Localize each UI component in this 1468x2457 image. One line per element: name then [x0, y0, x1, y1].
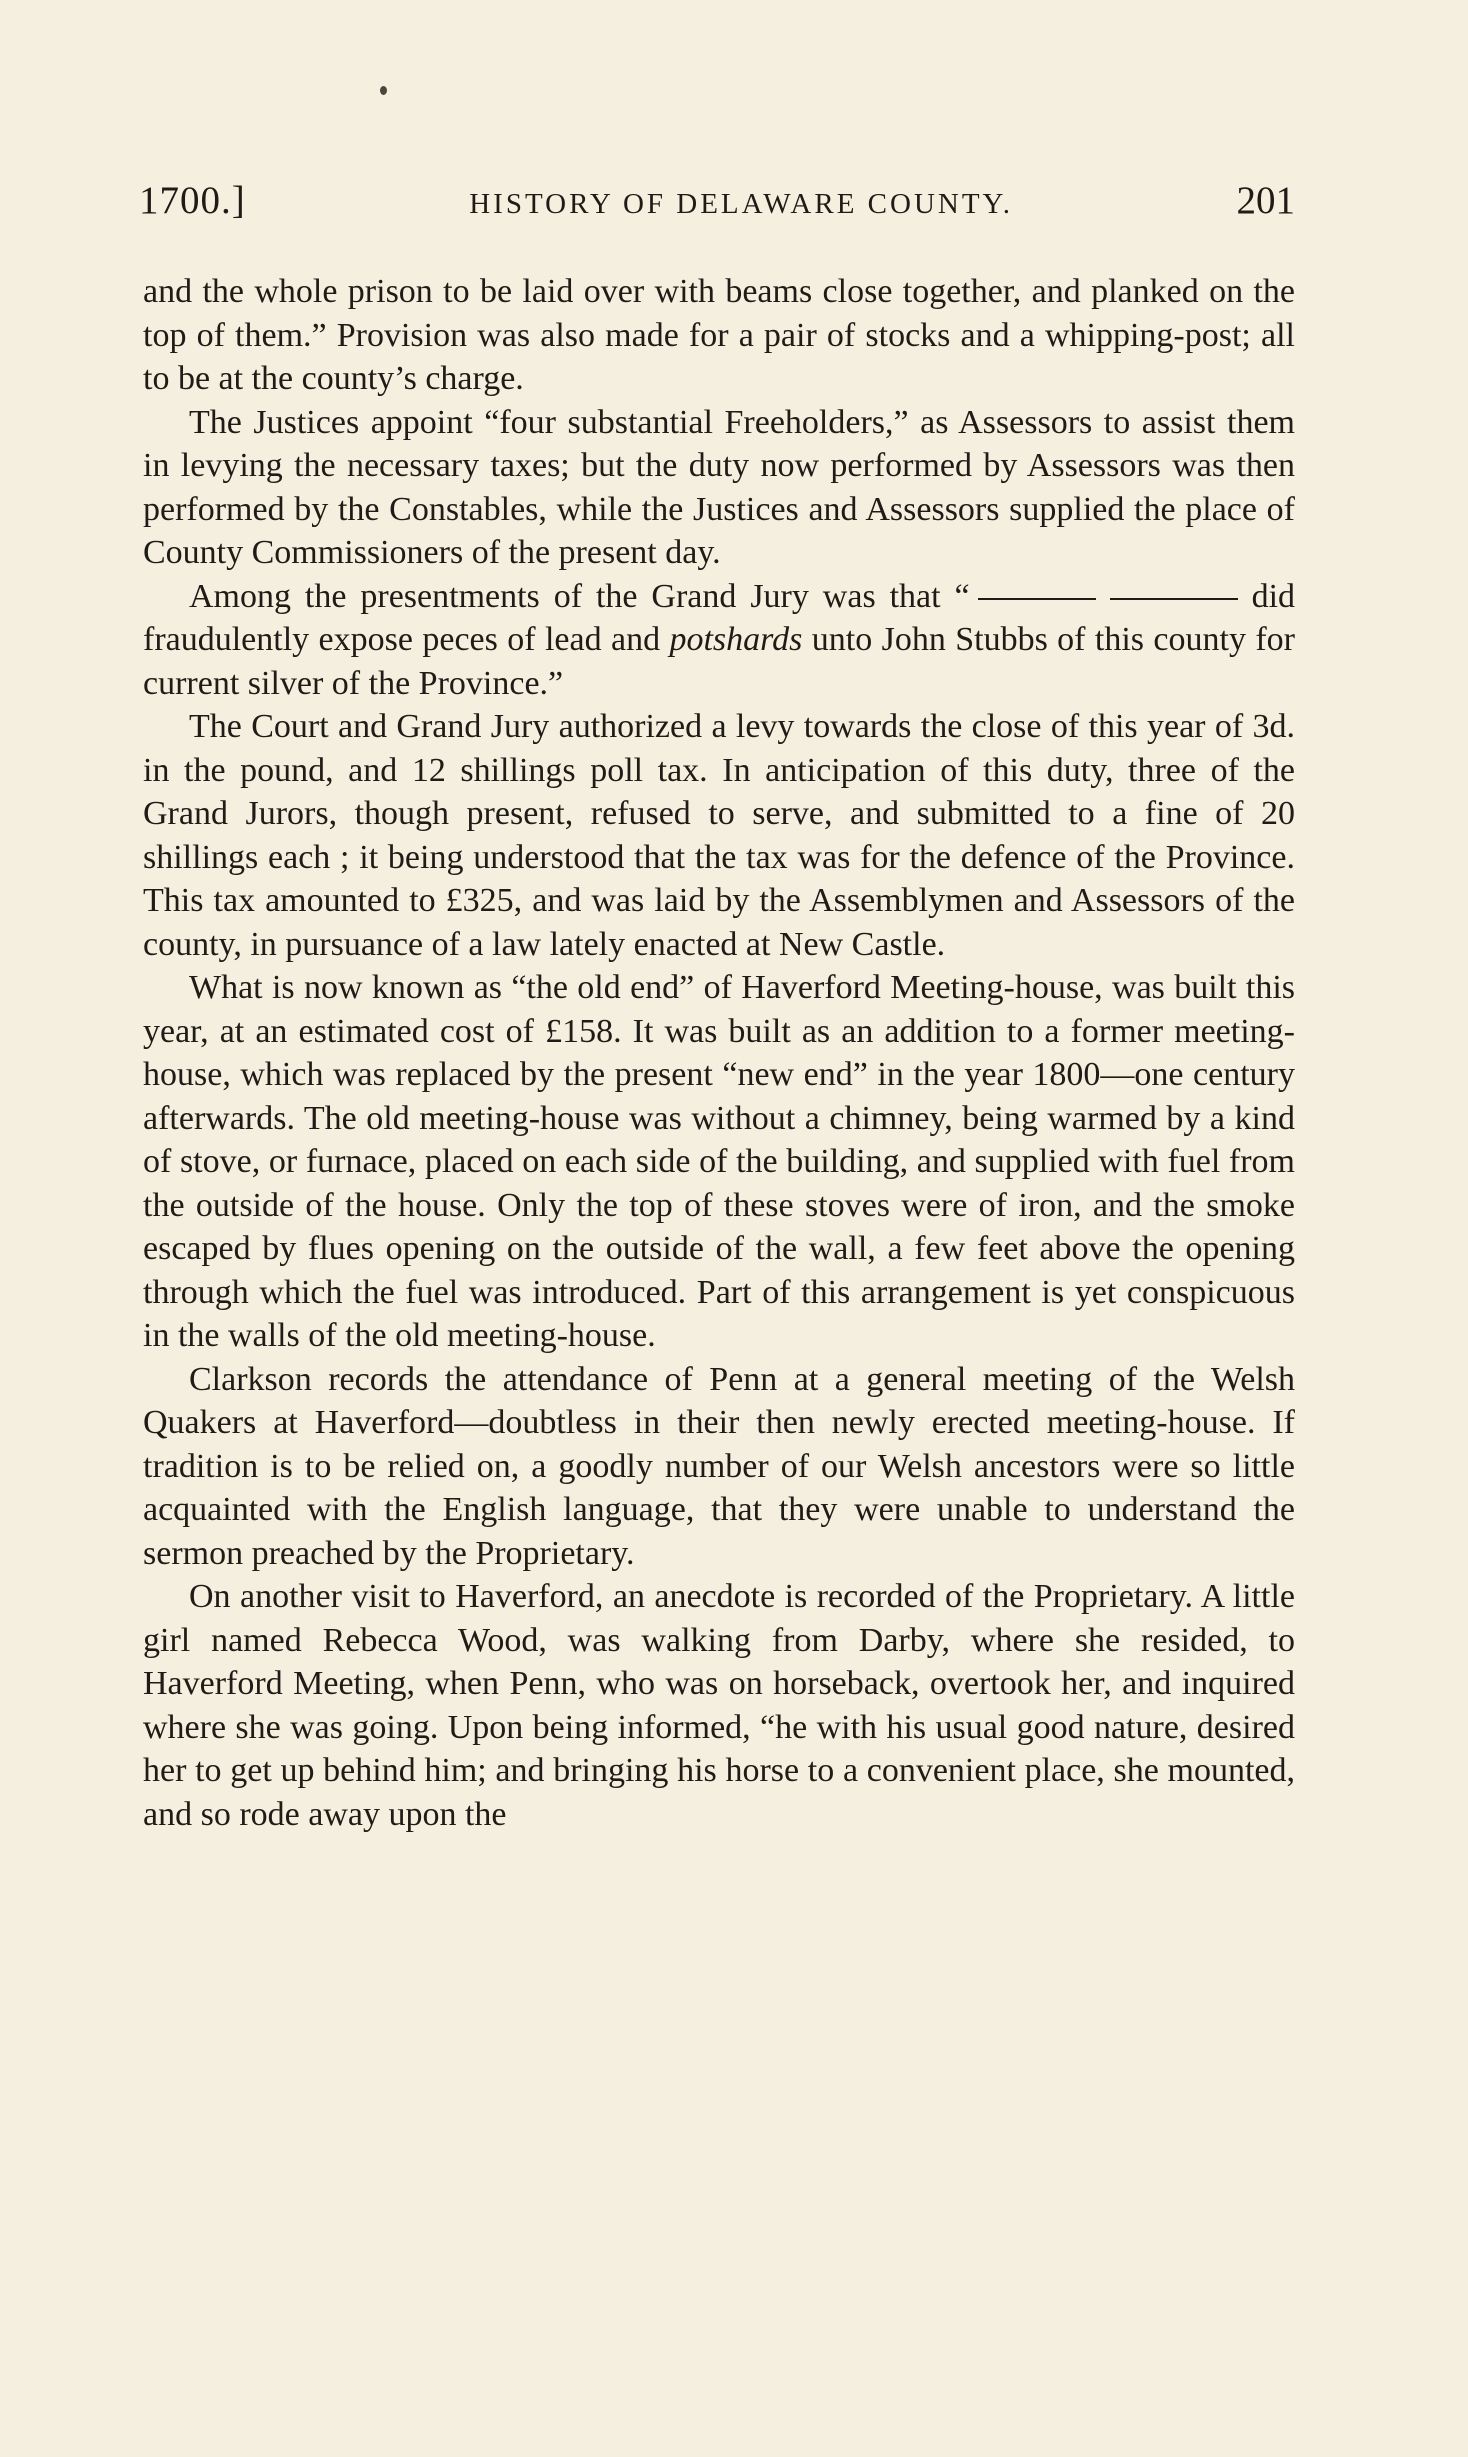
- presentments-intro: Among the presentments of the Grand Jury was that “: [189, 577, 970, 615]
- presentments-charge: did fraudulently expose peces of lead and: [143, 577, 1296, 658]
- running-head-title: HISTORY OF DELAWARE COUNTY.: [469, 188, 1014, 220]
- page-number: 201: [1236, 179, 1295, 222]
- running-head-year: 1700.]: [139, 179, 246, 222]
- presentments-victim: unto John Stubbs of this county for current silver of the Province.”: [143, 621, 1295, 702]
- redacted-name-dash: [978, 598, 1096, 600]
- potshards-italic: potshards: [669, 621, 803, 658]
- paragraph-clarkson: Clarkson records the attendance of Penn at a general meeting of the Welsh Quakers at Haverford—doubtless in their then newly erected meeting-house. If tradition is to be relied on, a goodly number of our Welsh ancestors were so little acquainted with the English language, that they were unable to understand the sermon preached by the Proprietary.: [143, 1360, 1295, 1572]
- paragraph-prison: and the whole prison to be laid over with beams close together, and planked on the top of them.” Provision was also made for a pair of stocks and a whipping-post; all to be at the county’s charge.: [143, 273, 1295, 397]
- running-head: [139, 178, 1295, 234]
- paragraph-anecdote: On another visit to Haverford, an anecdote is recorded of the Proprietary. A little girl named Rebecca Wood, was walking from Darby, where she resided, to Haverford Meeting, when Penn, who was on horseback, overtook her, and inquired where she was going. Upon being informed, “he with his usual good nature, desired her to get up behind him; and bringing his horse to a convenient place, she mounted, and so rode away upon the: [143, 1578, 1295, 1833]
- paragraph-presentments: [143, 575, 1295, 706]
- body-text: [143, 270, 1295, 1836]
- paragraph-meeting-house: What is now known as “the old end” of Haverford Meeting-house, was built this year, at an estimated cost of £158. It was built as an addition to a former meeting-house, which was replaced by the present “new end” in the year 1800—one century afterwards. The old meeting-house was without a chimney, being warmed by a kind of stove, or furnace, placed on each side of the building, and supplied with fuel from the outside of the house. Only the top of these stoves were of iron, and the smoke escaped by flues opening on the outside of the wall, a few feet above the opening through which the fuel was introduced. Part of this arrangement is yet conspicuous in the walls of the old meeting-house.: [143, 969, 1295, 1354]
- paragraph-levy: The Court and Grand Jury authorized a levy towards the close of this year of 3d. in the pound, and 12 shillings poll tax. In anticipation of this duty, three of the Grand Jurors, though present, refused to serve, and submitted to a fine of 20 shillings each ; it being understood that the tax was for the defence of the Province. This tax amounted to £325, and was laid by the Assemblymen and Assessors of the county, in pursuance of a law lately enacted at New Castle.: [143, 708, 1295, 963]
- ink-speck: [380, 86, 387, 95]
- redacted-name-dash-continued: [1110, 598, 1238, 600]
- paragraph-assessors: The Justices appoint “four substantial Freeholders,” as Assessors to assist them in levying the necessary taxes; but the duty now performed by Assessors was then performed by the Constables, while the Justices and Assessors supplied the place of County Commissioners of the present day.: [143, 403, 1295, 571]
